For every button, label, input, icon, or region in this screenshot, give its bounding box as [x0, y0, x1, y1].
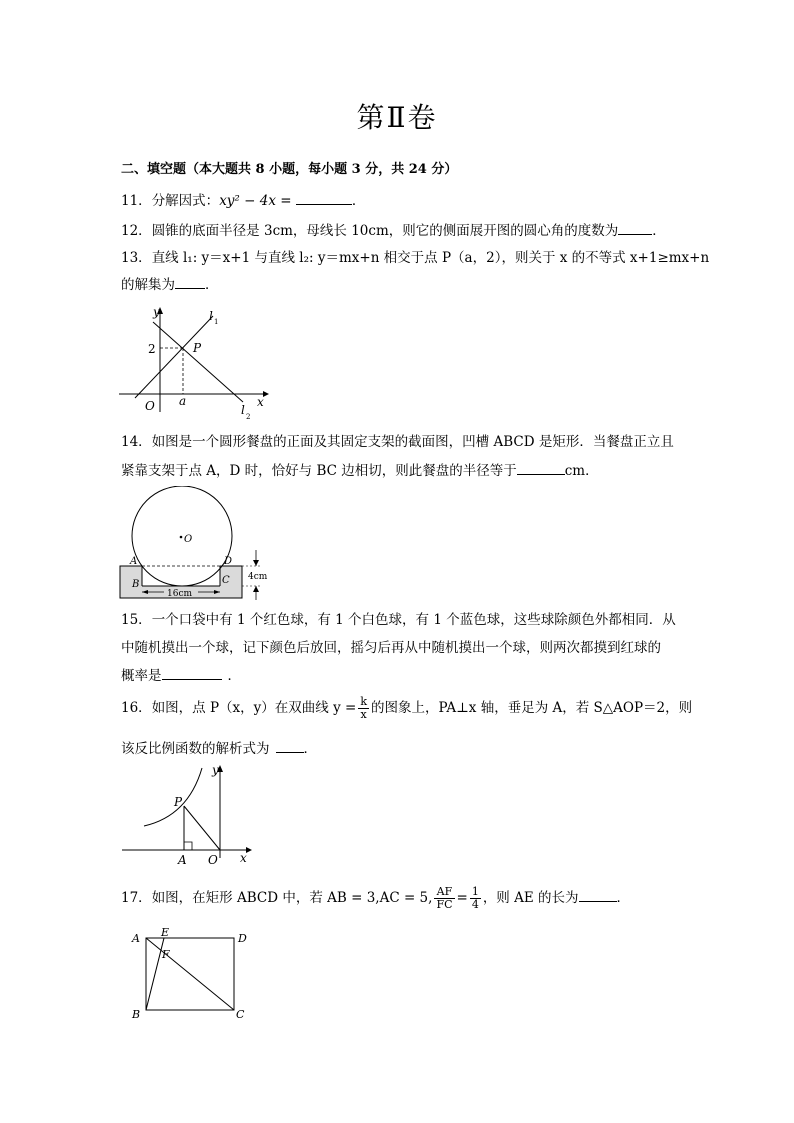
q17-end: ． — [616, 890, 630, 906]
q13-label-l2: l — [241, 403, 245, 417]
q15-number: 15． — [121, 612, 152, 628]
q14-line1: 如图是一个圆形餐盘的正面及其固定支架的截面图，凹槽 ABCD 是矩形．当餐盘正立且 — [151, 434, 674, 450]
q15-answer-blank[interactable] — [162, 665, 222, 680]
q17-fraction-one-fourth — [470, 886, 481, 911]
q16-label-p: P — [174, 795, 183, 809]
section-heading: 二、填空题（本大题共 8 小题，每小题 3 分，共 24 分） — [121, 162, 458, 177]
q14-center-dot — [180, 536, 183, 539]
q13-line-l2 — [153, 322, 243, 402]
q16-figure — [118, 760, 258, 866]
q16-segment-po — [184, 806, 220, 850]
q14-label-16cm: 16cm — [167, 589, 193, 599]
q12-end: ． — [652, 223, 666, 239]
question-15-line2 — [121, 638, 661, 658]
q16-line1a: 如图，点 P（x，y）在双曲线 y = — [151, 700, 357, 716]
q13-label-l1-sub: 1 — [214, 318, 219, 326]
q13-end: ． — [205, 277, 219, 293]
q13-figure — [115, 302, 275, 424]
q14-label-d: D — [224, 556, 233, 567]
question-15 — [121, 610, 676, 630]
question-14-line2 — [121, 460, 599, 481]
question-17 — [121, 886, 630, 911]
q13-label-l2-sub: 2 — [246, 413, 251, 421]
q13-answer-blank[interactable] — [175, 274, 205, 289]
q13-label-x: x — [257, 395, 264, 409]
q17-label-c: C — [236, 1008, 245, 1021]
question-13 — [121, 248, 709, 268]
q13-x-arrow — [263, 391, 269, 397]
q16-frac-num: k — [360, 695, 367, 708]
q14-figure — [118, 486, 270, 604]
question-14 — [121, 432, 674, 452]
q16-number: 16． — [121, 700, 152, 716]
q15-line1: 一个口袋中有 1 个红色球，有 1 个白色球，有 1 个蓝色球，这些球除颜色外都相同．从 — [151, 612, 676, 628]
q17-frac1-num: AF — [434, 886, 454, 899]
q17-frac2-num: 1 — [471, 885, 479, 898]
q17-eq: = — [456, 890, 468, 906]
q14-line2b: cm． — [564, 463, 599, 479]
q12-number: 12． — [121, 223, 152, 239]
page-title: 第Ⅱ卷 — [356, 101, 438, 134]
q17-diagonal-ac — [146, 938, 234, 1010]
q14-answer-blank[interactable] — [517, 460, 565, 475]
q13-number: 13． — [121, 250, 152, 266]
question-16 — [121, 696, 692, 721]
q17-label-a: A — [132, 932, 140, 945]
q16-line2: 该反比例函数的解析式为 — [121, 741, 270, 757]
q11-number: 11． — [121, 193, 152, 209]
q14-plate-circle — [132, 486, 232, 586]
q13-label-2: 2 — [148, 342, 156, 356]
q16-label-o: O — [208, 853, 218, 866]
q14-dim-4cm-head-top — [253, 560, 259, 566]
q14-label-4cm: 4cm — [248, 572, 268, 582]
q17-label-e: E — [161, 926, 170, 939]
q14-number: 14． — [121, 434, 152, 450]
q11-text: 分解因式： — [151, 193, 220, 209]
q17-answer-blank[interactable] — [579, 887, 617, 902]
q17-fraction-af-fc — [434, 886, 454, 911]
q15-line2: 中随机摸出一个球，记下颜色后放回，摇匀后再从中随机摸出一个球，则两次都摸到红球的 — [121, 640, 661, 656]
q17-frac2-den: 4 — [471, 898, 479, 911]
q16-x-arrow — [246, 847, 252, 853]
q14-line2a: 紧靠支架于点 A，D 时，恰好与 BC 边相切，则此餐盘的半径等于 — [121, 463, 517, 479]
q13-label-l1: l — [209, 309, 213, 323]
q17-line1b: ，则 AE 的长为 — [482, 890, 579, 906]
q11-answer-blank[interactable] — [296, 190, 352, 205]
question-16-line2 — [121, 738, 317, 759]
q16-label-x: x — [240, 851, 247, 865]
q13-line2: 的解集为 — [121, 277, 175, 293]
q16-label-a: A — [178, 853, 187, 866]
q17-line1a: 如图，在矩形 ABCD 中，若 AB = 3,AC = 5, — [151, 890, 433, 906]
q17-number: 17． — [121, 890, 152, 906]
q16-fraction — [358, 696, 369, 721]
q13-label-p: P — [193, 341, 202, 355]
q16-label-y: y — [212, 763, 219, 777]
q13-line-l1 — [135, 316, 213, 398]
q16-right-angle-mark — [184, 842, 192, 850]
question-11 — [121, 190, 365, 211]
q17-label-b: B — [132, 1008, 141, 1021]
q15-end: ． — [227, 668, 241, 684]
q14-label-a: A — [130, 556, 138, 567]
q16-frac-den: x — [360, 708, 367, 721]
q13-line1: 直线 l₁: y＝x+1 与直线 l₂: y＝mx+n 相交于点 P（a，2），则关于 x 的不等式 x+1≥mx+n — [151, 250, 710, 266]
q12-answer-blank[interactable] — [618, 220, 652, 235]
q14-label-o: O — [184, 534, 193, 545]
q16-end: ． — [303, 741, 317, 757]
q13-label-y: y — [153, 305, 160, 319]
q17-label-d: D — [238, 932, 247, 945]
q12-text: 圆锥的底面半径是 3cm，母线长 10cm，则它的侧面展开图的圆心角的度数为 — [151, 223, 619, 239]
q15-line3: 概率是 — [121, 668, 162, 684]
question-13-line2 — [121, 274, 219, 295]
q17-figure — [124, 924, 256, 1022]
q17-label-f: F — [162, 948, 170, 961]
q14-label-c: C — [222, 575, 230, 586]
question-12 — [121, 220, 666, 241]
q13-label-a: a — [179, 394, 187, 408]
question-15-line3 — [121, 665, 241, 686]
q17-frac1-den: FC — [436, 898, 453, 911]
q13-label-o: O — [145, 399, 155, 413]
q14-dim-4cm-head-bottom — [253, 586, 259, 592]
q11-expr: xy² − 4x = — [219, 193, 292, 209]
q16-answer-blank[interactable] — [276, 738, 304, 753]
q14-label-b: B — [132, 579, 140, 590]
q16-line1b: 的图象上，PA⊥x 轴，垂足为 A，若 S△AOP＝2，则 — [371, 700, 693, 716]
q11-end: ． — [351, 193, 366, 209]
